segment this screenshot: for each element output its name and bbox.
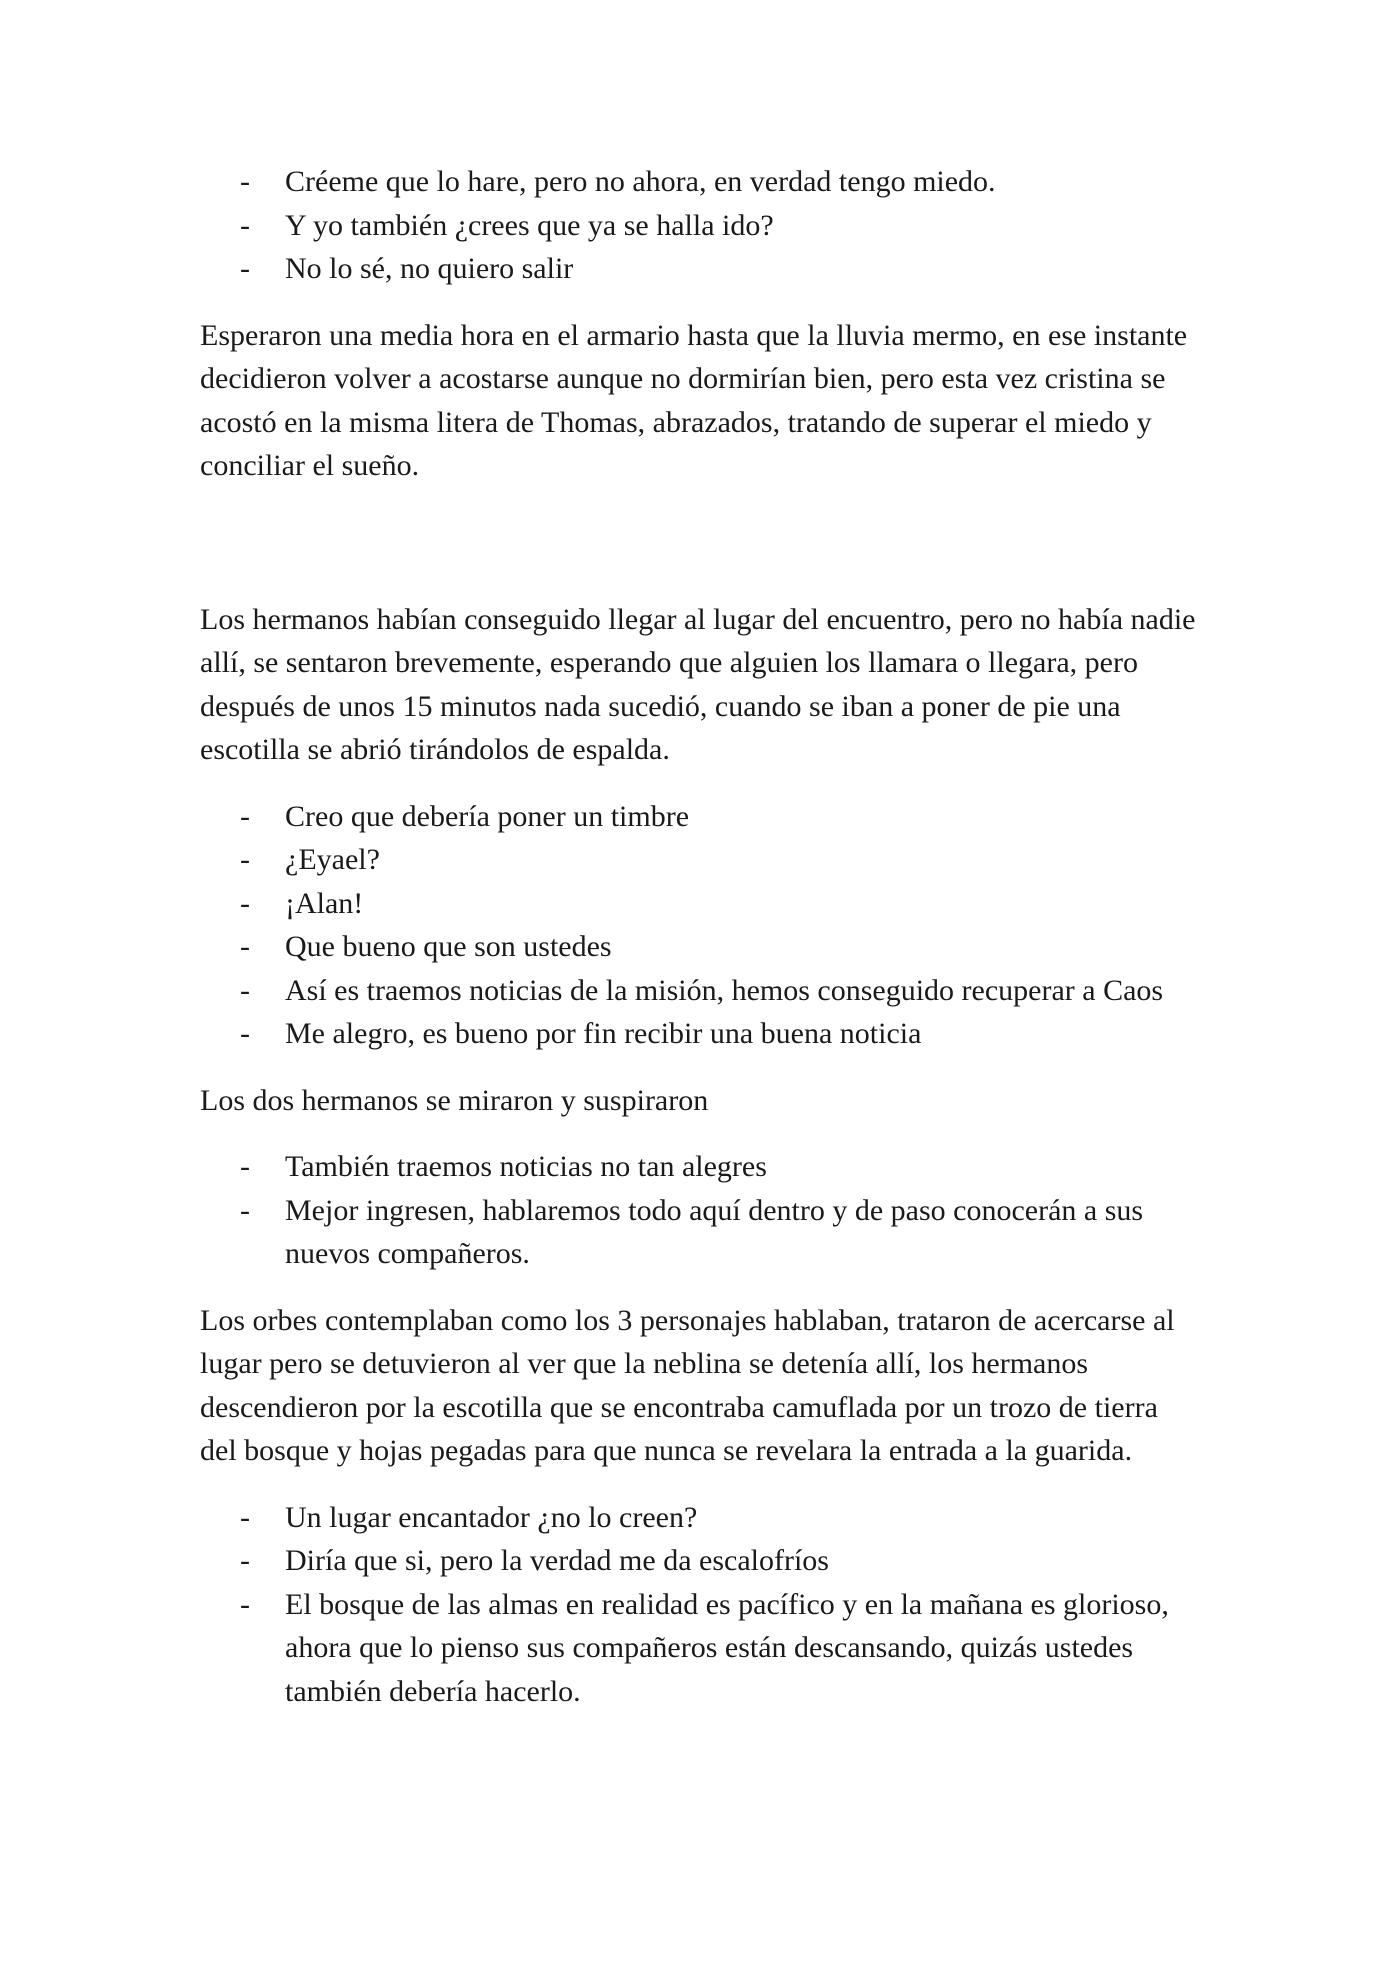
dialogue-line	[200, 1012, 1200, 1056]
dialogue-text: Créeme que lo hare, pero no ahora, en verdad tengo miedo.	[285, 165, 996, 198]
dialogue-line	[200, 1189, 1200, 1276]
dialogue-text: Mejor ingresen, hablaremos todo aquí dentro y de paso conocerán a sus nuevos compañeros.	[285, 1193, 1144, 1270]
dialogue-text: ¡Alan!	[285, 886, 364, 920]
dash-marker: -	[240, 973, 250, 1007]
dialogue-list-1	[200, 160, 1200, 291]
dialogue-text: Me alegro, es bueno por fin recibir una buena noticia	[285, 1017, 922, 1050]
dash-marker: -	[240, 252, 250, 285]
dialogue-text: Que bueno que son ustedes	[285, 930, 612, 963]
dash-marker: -	[240, 799, 250, 833]
dialogue-line	[200, 1539, 1200, 1583]
dialogue-text: No lo sé, no quiero salir	[285, 252, 574, 285]
dash-marker: -	[240, 1017, 250, 1050]
dialogue-line	[200, 1496, 1200, 1540]
dash-marker: -	[240, 165, 250, 198]
dialogue-line	[200, 925, 1200, 969]
dash-marker: -	[240, 1150, 250, 1183]
dialogue-text: ¿Eyael?	[285, 843, 380, 876]
dash-marker: -	[240, 1587, 250, 1621]
dash-marker: -	[240, 208, 250, 242]
narrative-paragraph: Esperaron una media hora en el armario hasta que la lluvia mermo, en ese instante decidieron volver a acostarse aunque no dormirían bien, pero esta vez cristina se acostó en la misma litera de Thomas, abrazados, tratando de superar el miedo y conciliar el sueño.	[200, 318, 1188, 482]
dialogue-line	[200, 882, 1200, 926]
dialogue-line	[200, 969, 1200, 1013]
document-page	[200, 160, 1200, 1713]
dash-marker: -	[240, 930, 250, 963]
dash-marker: -	[240, 1544, 250, 1577]
dialogue-list-3	[200, 1145, 1200, 1276]
dash-marker: -	[240, 1500, 250, 1534]
dialogue-text: Diría que si, pero la verdad me da escalofríos	[285, 1544, 829, 1577]
dialogue-line	[200, 160, 1200, 204]
dash-marker: -	[240, 1193, 250, 1227]
narrative-paragraph: Los dos hermanos se miraron y suspiraron	[200, 1083, 709, 1117]
dialogue-text: El bosque de las almas en realidad es pacífico y en la mañana es glorioso, ahora que lo pienso sus compañeros están descansando, quizás ustedes también debería hacerlo.	[285, 1587, 1169, 1708]
dash-marker: -	[240, 843, 250, 876]
dialogue-text: También traemos noticias no tan alegres	[285, 1150, 767, 1183]
dialogue-list-4	[200, 1496, 1200, 1714]
dialogue-line	[200, 838, 1200, 882]
dialogue-list-2	[200, 795, 1200, 1056]
dialogue-line	[200, 1583, 1200, 1714]
dialogue-line	[200, 247, 1200, 291]
dialogue-line	[200, 795, 1200, 839]
dialogue-line	[200, 1145, 1200, 1189]
dash-marker: -	[240, 886, 250, 920]
dialogue-text: Y yo también ¿crees que ya se halla ido?	[285, 208, 774, 242]
dialogue-line	[200, 204, 1200, 248]
dialogue-text: Así es traemos noticias de la misión, hemos conseguido recuperar a Caos	[285, 973, 1164, 1007]
narrative-paragraph: Los orbes contemplaban como los 3 personajes hablaban, trataron de acercarse al lugar pero se detuvieron al ver que la neblina se detenía allí, los hermanos descendieron por la escotilla que se encontraba camuflada por un trozo de tierra del bosque y hojas pegadas para que nunca se revelara la entrada a la guarida.	[200, 1303, 1175, 1467]
narrative-paragraph: Los hermanos habían conseguido llegar al lugar del encuentro, pero no había nadie allí, se sentaron brevemente, esperando que alguien los llamara o llegara, pero después de unos 15 minutos nada sucedió, cuando se iban a poner de pie una escotilla se abrió tirándolos de espalda.	[200, 602, 1196, 766]
dialogue-text: Un lugar encantador ¿no lo creen?	[285, 1500, 698, 1534]
dialogue-text: Creo que debería poner un timbre	[285, 799, 690, 833]
